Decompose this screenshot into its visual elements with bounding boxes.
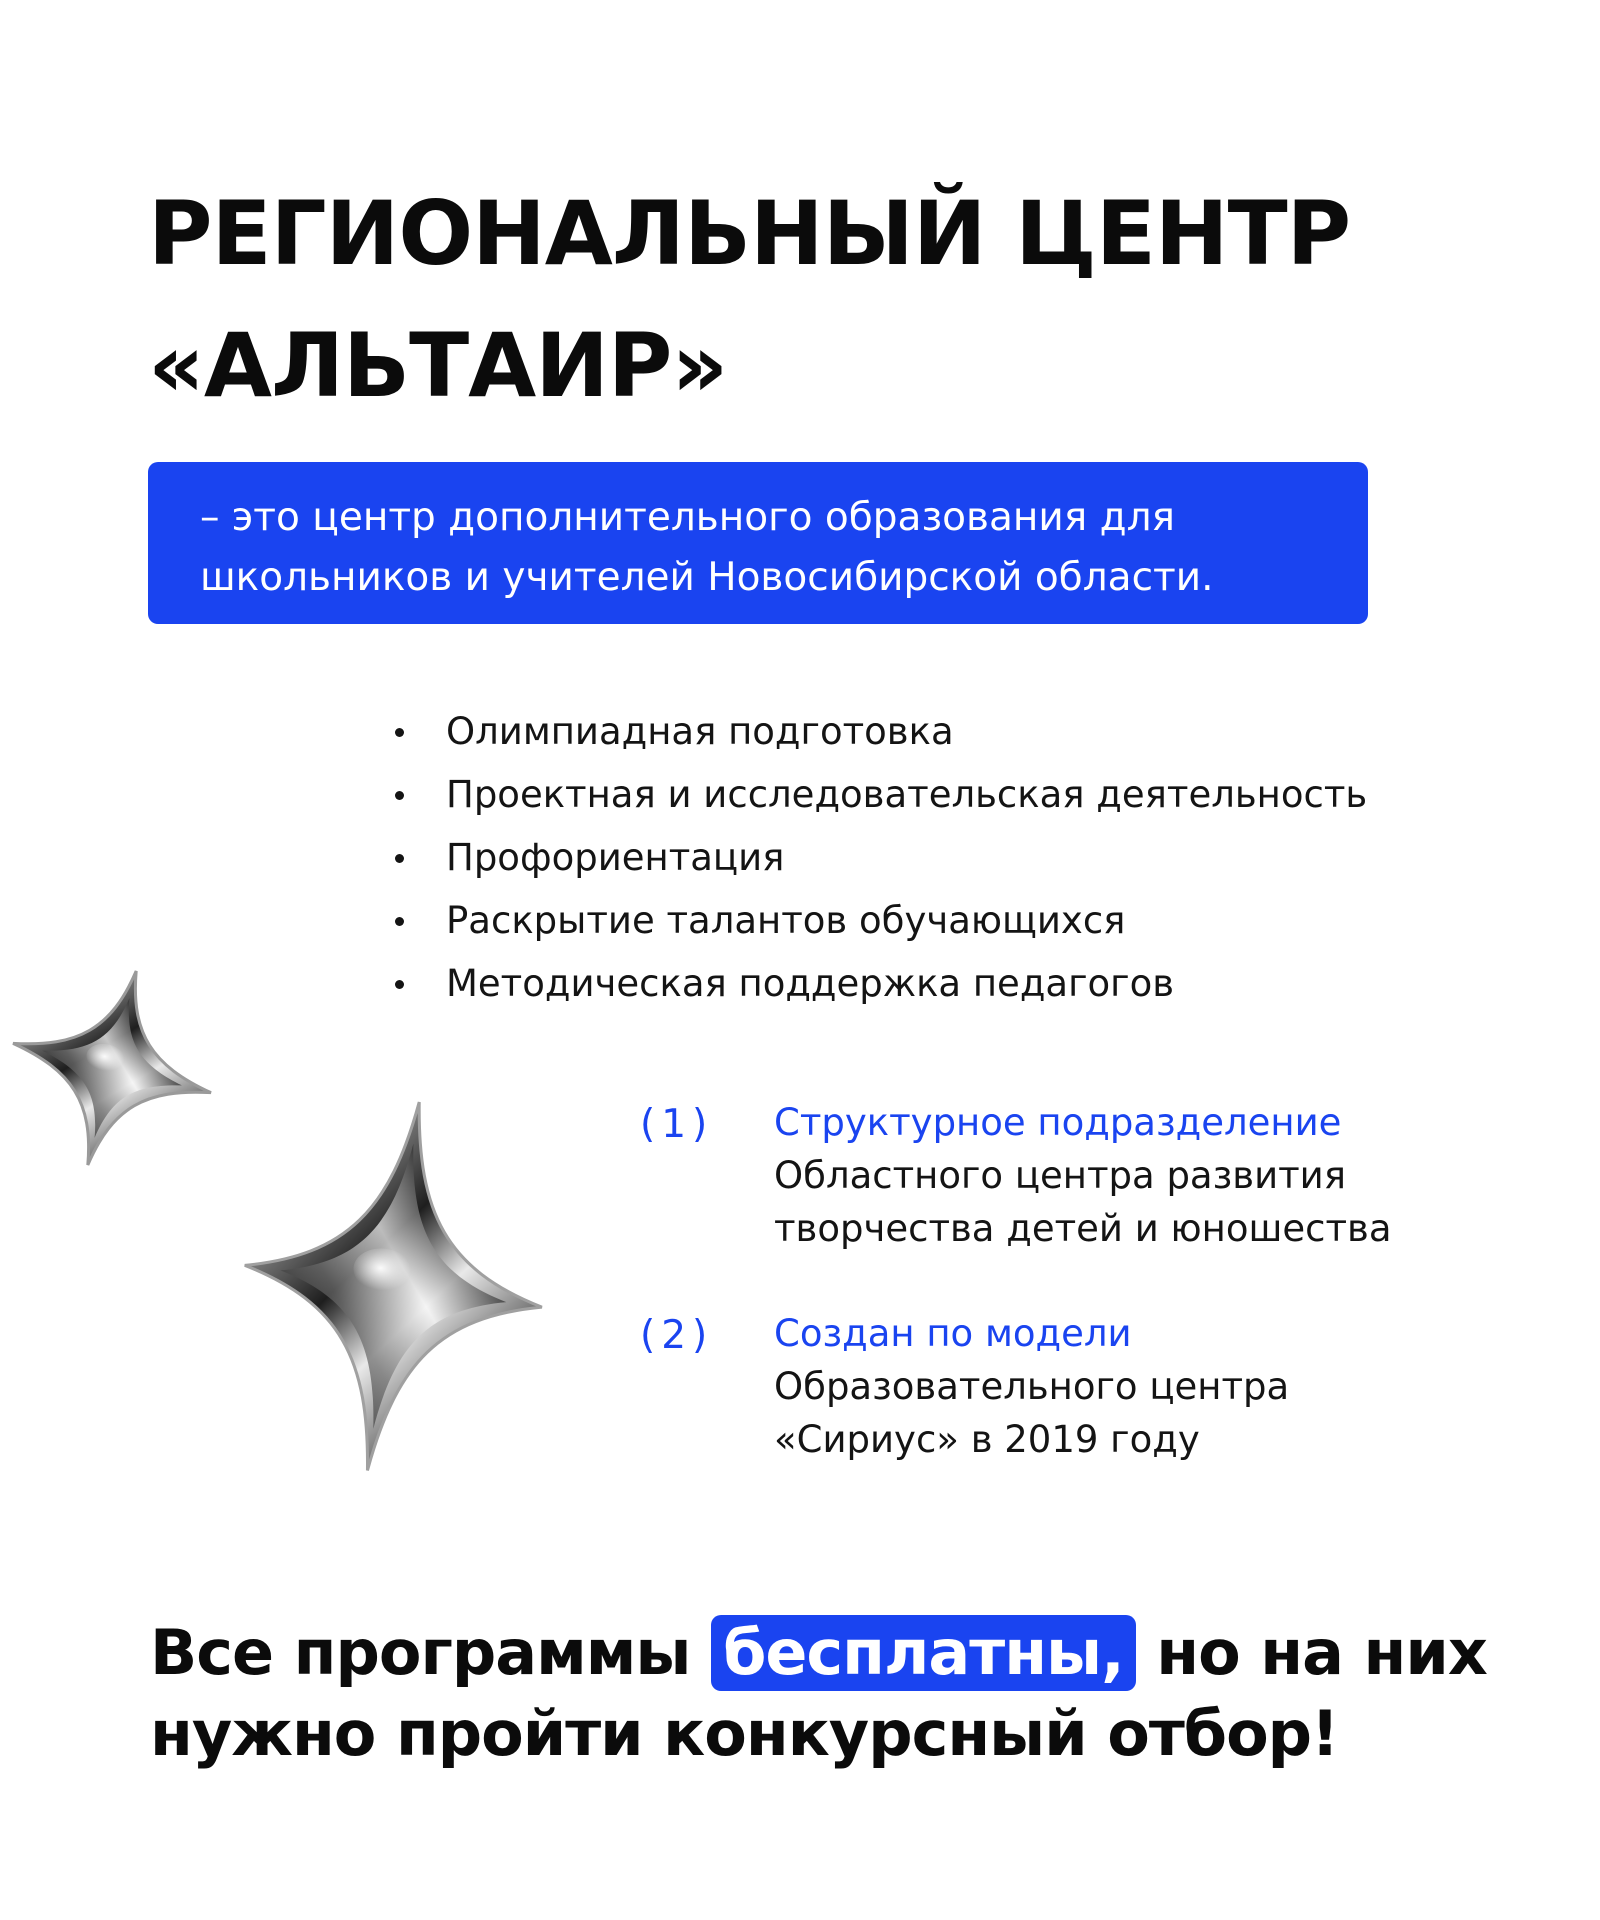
chrome-stars-icon (0, 960, 560, 1520)
title-line-1: РЕГИОНАЛЬНЫЙ ЦЕНТР (148, 182, 1351, 285)
fact-body-1 (774, 1096, 1392, 1255)
fact-text-1b: творчества детей и юношества (774, 1207, 1392, 1250)
fact-number-1: (1) (640, 1102, 714, 1147)
intro-banner (148, 462, 1368, 624)
feature-item-olympiad: Олимпиадная подготовка (390, 700, 1367, 763)
intro-line-2: школьников и учителей Новосибирской области. (200, 555, 1214, 600)
fact-text-2b: «Сириус» в 2019 году (774, 1418, 1200, 1461)
fact-body-2 (774, 1307, 1289, 1466)
feature-item-projects: Проектная и исследовательская деятельность (390, 763, 1367, 826)
fact-number-2: (2) (640, 1313, 714, 1358)
feature-item-teachers: Методическая поддержка педагогов (390, 952, 1367, 1015)
bottom-text-after: но на них (1156, 1616, 1487, 1689)
bottom-line-2: нужно пройти конкурсный отбор! (150, 1697, 1339, 1770)
intro-line-1: – это центр дополнительного образования для (200, 495, 1175, 540)
feature-item-talents: Раскрытие талантов обучающихся (390, 889, 1367, 952)
bottom-callout (150, 1612, 1487, 1774)
fact-highlight-1: Структурное подразделение (774, 1101, 1342, 1144)
bottom-line-1 (150, 1612, 1487, 1693)
bottom-text-before: Все программы (150, 1616, 691, 1689)
fact-highlight-2: Создан по модели (774, 1312, 1132, 1355)
small-star-icon (0, 960, 235, 1190)
fact-text-2a: Образовательного центра (774, 1365, 1290, 1408)
feature-item-career: Профориентация (390, 826, 1367, 889)
large-star-icon (219, 1081, 560, 1491)
page-title (148, 168, 1528, 432)
free-badge: бесплатны, (711, 1615, 1136, 1691)
fact-text-1a: Областного центра развития (774, 1154, 1346, 1197)
title-line-2: «АЛЬТАИР» (148, 314, 728, 417)
